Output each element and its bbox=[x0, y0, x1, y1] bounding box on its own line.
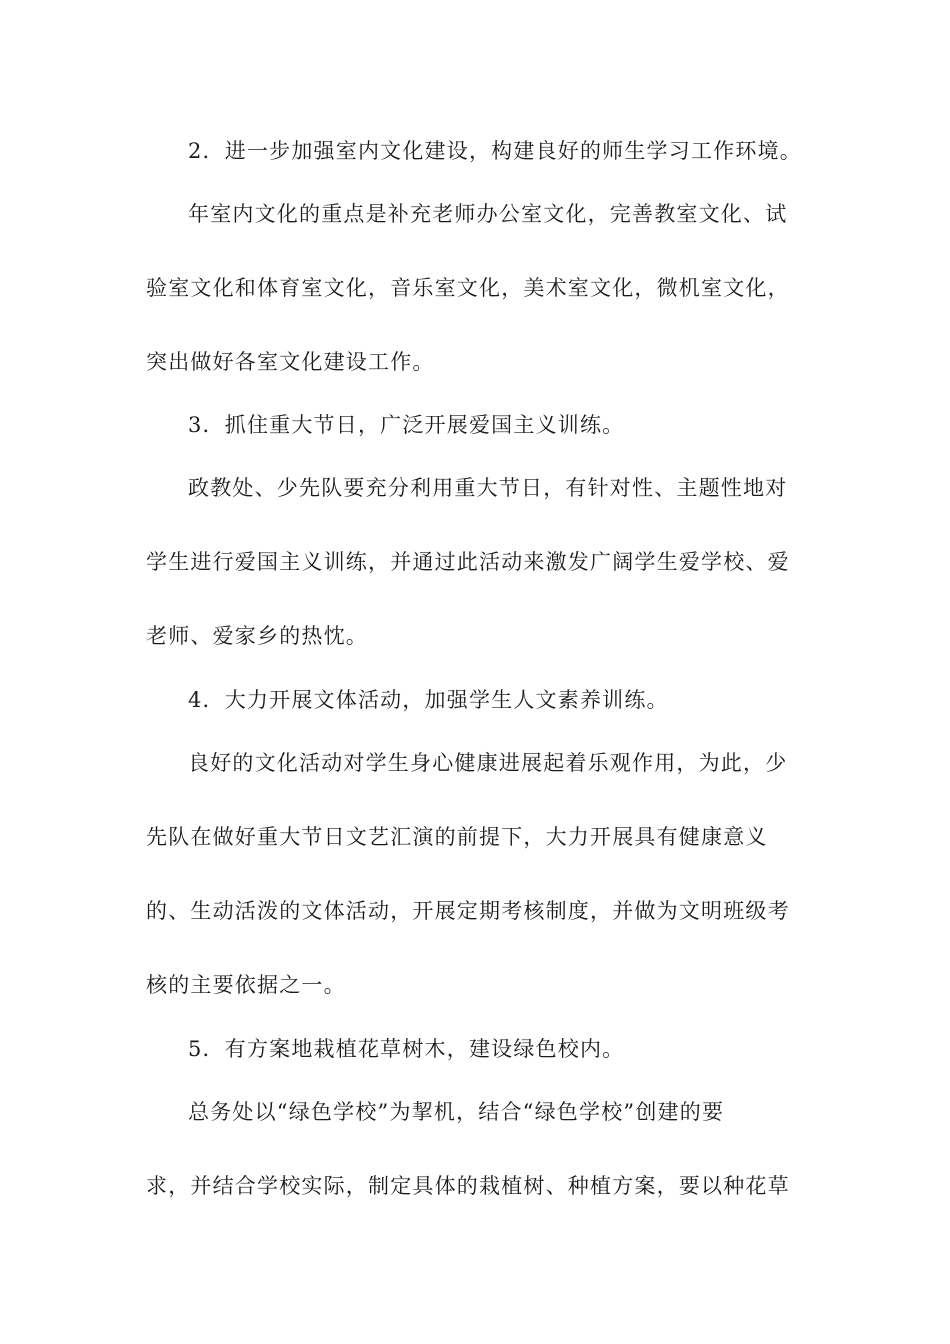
paragraph-line: 学生进行爱国主义训练，并通过此活动来激发广阔学生爱学校、爱 bbox=[146, 550, 790, 574]
paragraph-line: 求，并结合学校实际，制定具体的栽植树、种植方案，要以种花草 bbox=[146, 1174, 790, 1198]
paragraph-line: 的、生动活泼的文体活动，开展定期考核制度，并做为文明班级考 bbox=[146, 899, 790, 923]
paragraph-line: 突出做好各室文化建设工作。 bbox=[146, 350, 435, 374]
paragraph-line: 总务处以“绿色学校”为挈机，结合“绿色学校”创建的要 bbox=[188, 1100, 725, 1124]
heading-item-2: 2．进一步加强室内文化建设，构建良好的师生学习工作环境。 bbox=[188, 139, 802, 163]
paragraph-line: 先队在做好重大节日文艺汇演的前提下，大力开展具有健康意义 bbox=[146, 825, 768, 849]
paragraph-line: 年室内文化的重点是补充老师办公室文化，完善教室文化、试 bbox=[188, 202, 788, 226]
paragraph-line: 老师、爱家乡的热忱。 bbox=[146, 624, 368, 648]
paragraph-line: 政教处、少先队要充分利用重大节日，有针对性、主题性地对 bbox=[188, 476, 788, 500]
paragraph-line: 良好的文化活动对学生身心健康进展起着乐观作用，为此，少 bbox=[188, 751, 788, 775]
paragraph-line: 验室文化和体育室文化，音乐室文化，美术室文化，微机室文化， bbox=[146, 276, 790, 300]
heading-item-3: 3．抓住重大节日，广泛开展爱国主义训练。 bbox=[188, 413, 625, 437]
heading-item-4: 4．大力开展文体活动，加强学生人文素养训练。 bbox=[188, 688, 669, 712]
heading-item-5: 5．有方案地栽植花草树木，建设绿色校内。 bbox=[188, 1037, 625, 1061]
paragraph-line: 核的主要依据之一。 bbox=[146, 973, 346, 997]
